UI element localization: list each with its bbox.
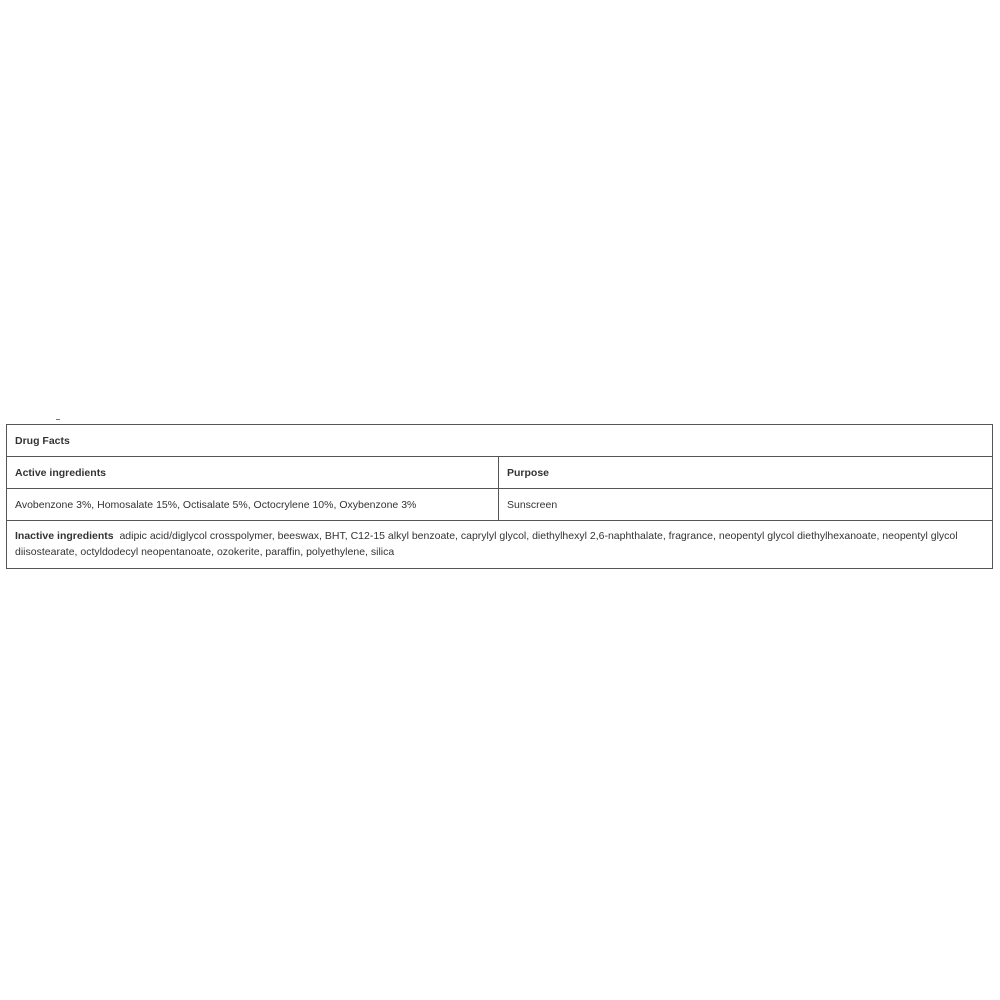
header-row — [7, 457, 993, 489]
drug-facts-title: Drug Facts — [7, 425, 993, 457]
active-ingredients-row — [7, 489, 993, 521]
inactive-ingredients-label: Inactive ingredients — [15, 530, 114, 542]
drug-facts-table — [6, 424, 993, 569]
active-ingredients-header: Active ingredients — [7, 457, 499, 489]
purpose-value: Sunscreen — [499, 489, 993, 521]
drug-facts-title-row — [7, 425, 993, 457]
inactive-ingredients-value: adipic acid/diglycol crosspolymer, beeswax, BHT, C12-15 alkyl benzoate, caprylyl glycol, diethylhexyl 2,6-naphthalate, fragrance, neopentyl glycol diethylhexanoate, neopentyl glycol diisostearate, octyldodecyl neopentanoate, ozokerite, paraffin, polyethylene, silica — [15, 530, 958, 558]
inactive-ingredients-row — [7, 521, 993, 569]
active-ingredients-value: Avobenzone 3%, Homosalate 15%, Octisalate 5%, Octocrylene 10%, Oxybenzone 3% — [7, 489, 499, 521]
purpose-header: Purpose — [499, 457, 993, 489]
stray-dash-mark — [56, 419, 60, 420]
inactive-ingredients-cell — [7, 521, 993, 569]
